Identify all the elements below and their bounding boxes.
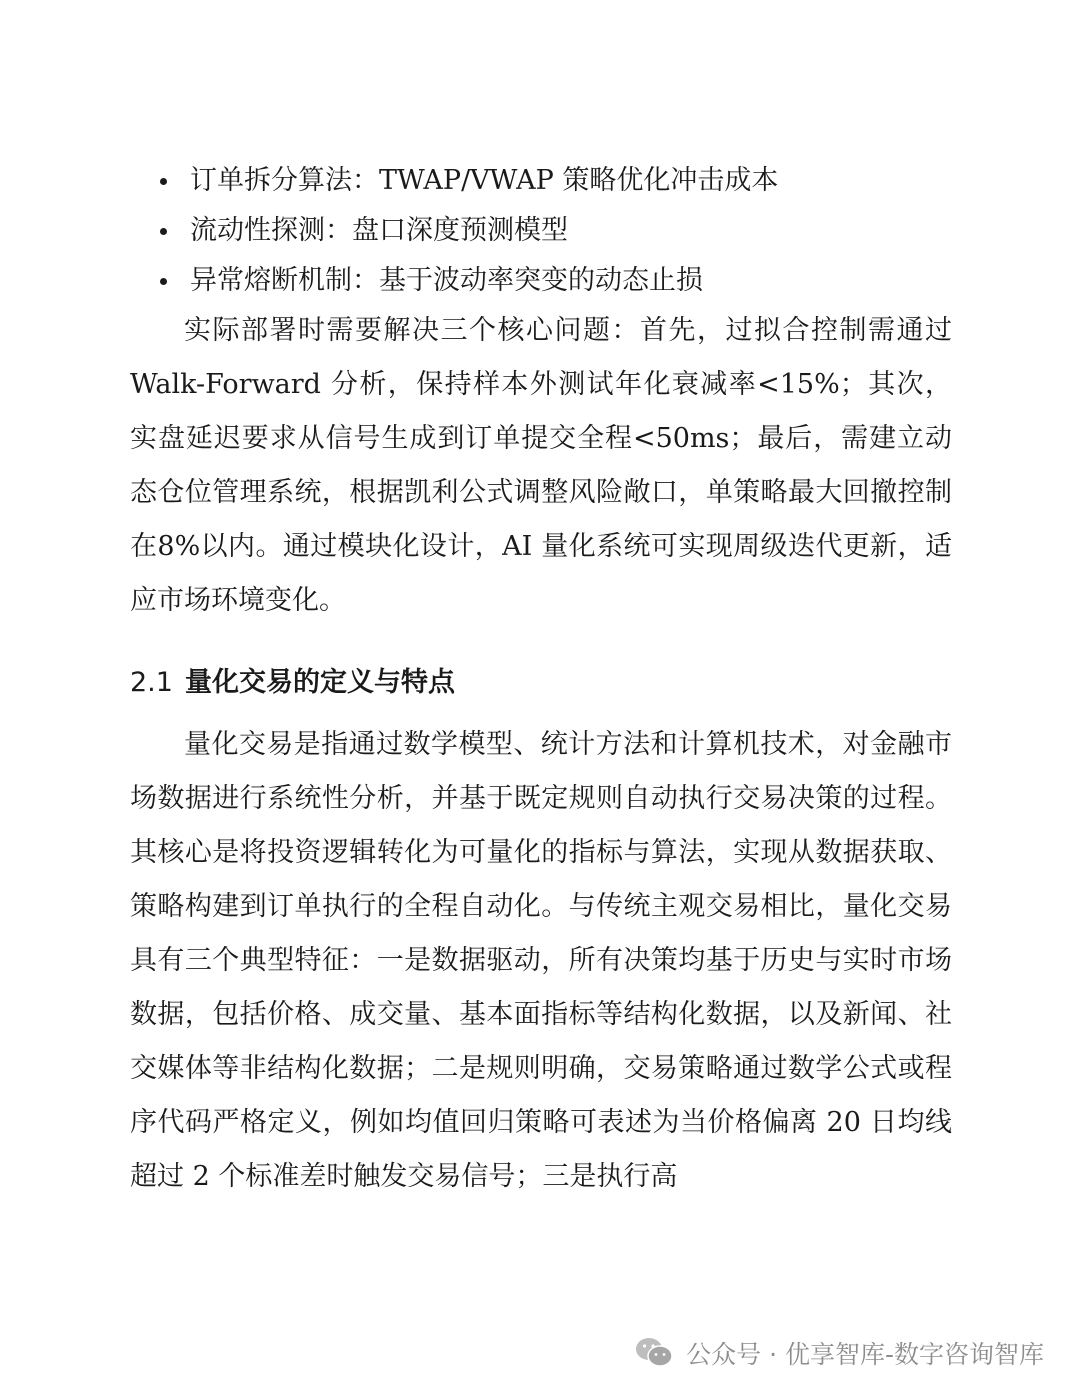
paragraph-deployment: 实际部署时需要解决三个核心问题：首先，过拟合控制需通过Walk-Forward 分析，保持样本外测试年化衰减率<15%；其次，实盘延迟要求从信号生成到订单提交全程<50ms；最后，需建立动态仓位管理系统，根据凯利公式调整风险敞口，单策略最大回撤控制在8%以内。通过模块化设计，AI 量化系统可实现周级迭代更新，适应市场环境变化。 [130,315,952,616]
wechat-icon [634,1335,674,1371]
watermark-text: 公众号 · 优享智库-数字咨询智库 [686,1340,1044,1369]
watermark [634,1330,1044,1376]
bullet-dot-icon [160,278,167,285]
bullet-dot-icon [160,228,167,235]
section-title: 量化交易的定义与特点 [184,667,455,698]
bullet-item [130,206,960,256]
bullet-list [130,156,960,306]
paragraph-definition: 量化交易是指通过数学模型、统计方法和计算机技术，对金融市场数据进行系统性分析，并基于既定规则自动执行交易决策的过程。其核心是将投资逻辑转化为可量化的指标与算法，实现从数据获取、策略构建到订单执行的全程自动化。与传统主观交易相比，量化交易具有三个典型特征：一是数据驱动，所有决策均基于历史与实时市场数据，包括价格、成交量、基本面指标等结构化数据，以及新闻、社交媒体等非结构化数据；二是规则明确，交易策略通过数学公式或程序代码严格定义，例如均值回归策略可表述为当价格偏离 20 日均线超过 2 个标准差时触发交易信号；三是执行高 [130,729,952,1192]
section-heading [130,658,455,708]
bullet-item [130,156,960,206]
bullet-text: 异常熔断机制：基于波动率突变的动态止损 [190,265,703,296]
bullet-item [130,256,960,306]
bullet-text: 订单拆分算法：TWAP/VWAP 策略优化冲击成本 [190,165,779,196]
bullet-text: 流动性探测：盘口深度预测模型 [190,215,568,246]
bullet-dot-icon [160,178,167,185]
section-number: 2.1 [130,667,173,698]
